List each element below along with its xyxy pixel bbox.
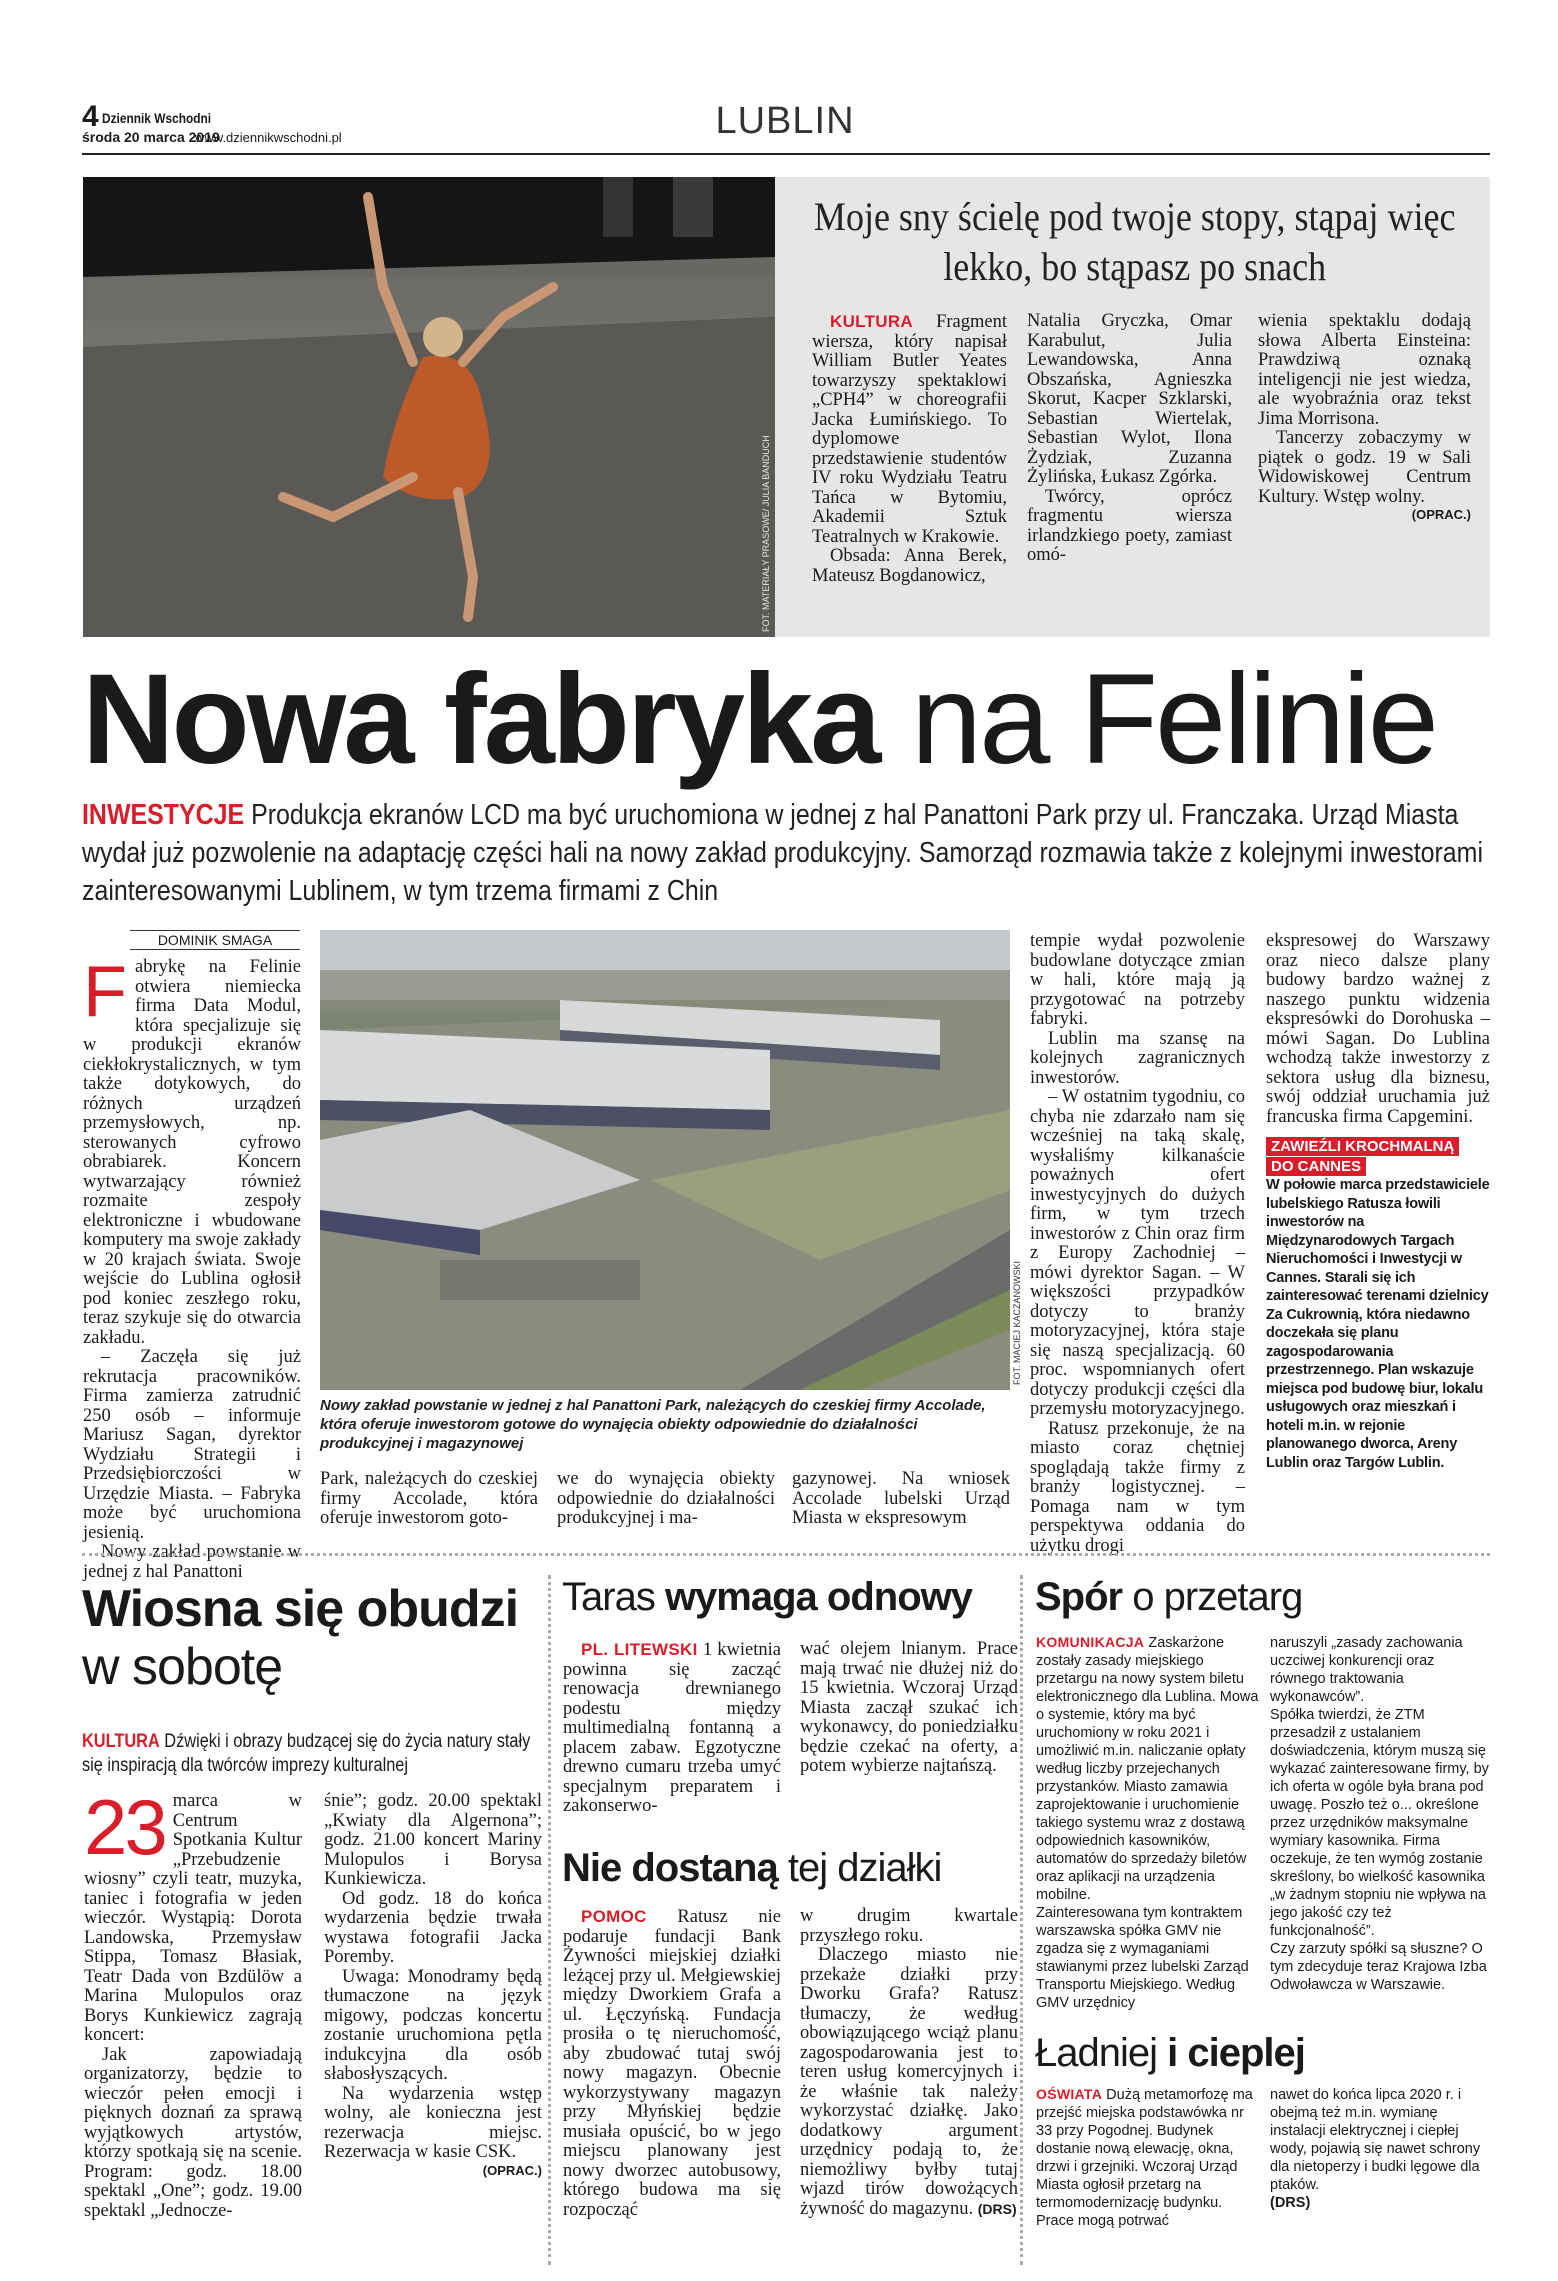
paragraph: Czy zarzuty spółki są słuszne? O tym zdecyduje teraz Krajowa Izba Odwoławcza w Warszawie. xyxy=(1270,1941,1487,1993)
kicker: KOMUNIKACJA xyxy=(1036,1634,1145,1650)
headline-bold: Wiosna się obudzi xyxy=(82,1580,519,1638)
main-headline xyxy=(82,650,1436,790)
kicker: OŚWIATA xyxy=(1036,2086,1103,2102)
page-number: 4 xyxy=(82,100,99,133)
spring-col1 xyxy=(84,1783,302,2221)
main-col4 xyxy=(792,1470,1010,1529)
sidebar-text: W połowie marca przedstawiciele lubelskiego Ratusza łowili inwestorów na Międzynarodowych Targach Nieruchomości i Inwestycji w Cannes. Starali się ich zainteresować terenami dzielnicy Za Cukrownią, która niedawno doczekała się planu zagospodarowania przestrzennego. Plan wskazuje miejsca pod budowę biur, lokalu usługowych oraz mieszkań i hoteli m.in. w rejonie planowanego dworca, Areny Lublin oraz Targów Lublin. xyxy=(1266,1177,1490,1471)
paragraph: Fragment wiersza, który napisał William Butler Yeates towarzyszy spektaklowi „CPH4” w choreografii Jacka Łumińskiego. To dyplomowe przedstawienie studentów IV roku Wydziału Teatru Tańca w Bytomiu, Akademii Sztuk Teatralnych w Krakowie. xyxy=(812,312,1007,547)
szkola-col1 xyxy=(1036,2086,1264,2230)
paragraph: gazynowej. Na wniosek Accolade lubelski Urząd Miasta w ekspresowym xyxy=(792,1469,1010,1528)
paragraph: Lublin ma szansę na kolejnych zagranicznych inwestorów. xyxy=(1030,1028,1245,1088)
main-col5 xyxy=(1030,932,1245,1556)
aerial-factory-photo xyxy=(320,930,1010,1390)
issue-date: środa 20 marca 2019 xyxy=(82,129,220,145)
paragraph: Zainteresowana tym kontraktem warszawska spółka GMV nie zgadza się z wymaganiami stawianymi przez lubelski Zarząd Transportu Miejskiego. Według GMV urzędnicy xyxy=(1036,1905,1249,2011)
section-divider xyxy=(82,1553,1490,1556)
top-story-title: Moje sny ścielę pod twoje stopy, stąpaj więc lekko, bo stąpasz po snach xyxy=(813,194,1456,289)
paragraph: Ratusz nie podaruje fundacji Bank Żywności miejskiej działki leżącej przy ul. Mełgiewskiej między Dworkiem Grafa a ul. Łęczyńską. Fundacja prosiła o tę nieruchomość, aby zbudować tutaj swój nowy magazyn. Obecnie wykorzystywany magazyn przy Młyńskiej będzie musiała opuścić, bo w jego miejscu planowany jest nowy dworzec autobusowy, którego budowa ma się rozpocząć xyxy=(563,1907,781,2220)
kicker: KULTURA xyxy=(830,312,913,331)
lead-text: Produkcja ekranów LCD ma być uruchomiona w jednej z hal Panattoni Park przy ul. Franczaka. Urząd Miasta wydał już pozwolenie na adaptację części hali na nowy zakład produkcyjny. Samorząd rozmawia także z kolejnymi inwestorami zainteresowanymi Lublinem, w tym trzema firmami z Chin xyxy=(82,799,1483,907)
taras-headline xyxy=(562,1574,972,1620)
paragraph: śnie”; godz. 20.00 spektakl „Kwiaty dla Algernona”; godz. 21.00 koncert Mariny Mulopulos i Borysa Kunkiewicza. xyxy=(324,1791,542,1889)
main-col3 xyxy=(557,1470,775,1529)
signature: (OPRAC.) xyxy=(482,2162,542,2178)
paragraph: nawet do końca lipca 2020 r. i obejmą też m.in. wymianę instalacji elektrycznej i ciepłej wody, pojawią się nawet schrony dla nietoperzy i budki lęgowe dla ptaków. xyxy=(1270,2087,1481,2193)
paragraph: Twórcy, oprócz fragmentu wiersza irlandzkiego poety, zamiast omó- xyxy=(1027,486,1232,565)
headline-bold: Nowa fabryka xyxy=(82,648,879,791)
paragraph: 1 kwietnia powinna się zacząć renowacja drewnianego podestu między multimedialną fontanną a placem zabaw. Egzotyczne drewno cumaru trzeba umyć specjalnym preparatem i zakonserwo- xyxy=(563,1640,782,1816)
photo-credit: FOT. MACIEJ KACZANOWSKI xyxy=(1012,1260,1022,1385)
spring-sub xyxy=(82,1730,538,1778)
kicker: KULTURA xyxy=(82,1731,160,1752)
kicker: PL. LITEWSKI xyxy=(581,1640,698,1659)
photo-credit: FOT. MATERIAŁY PRASOWE/ JULIA BANDUCH xyxy=(761,435,771,632)
drop-number: 23 xyxy=(84,1783,165,1871)
paper-name: Dziennik Wschodni xyxy=(102,110,212,126)
signature: (OPRAC.) xyxy=(1411,507,1471,522)
paragraph: Uwaga: Monodramy będą tłumaczone na język migowy, podczas koncertu zostanie uruchomiona pętla indukcyjna dla osób słabosłyszących. xyxy=(324,1966,542,2084)
top-story-col1 xyxy=(812,312,1007,586)
paragraph: Na wydarzenia wstęp wolny, ale konieczna jest rezerwacja miejsc. Rezerwacja w kasie CSK. xyxy=(324,2083,542,2162)
headline-light: na Felinie xyxy=(910,648,1436,791)
paragraph: Ratusz przekonuje, że na miasto coraz chętniej spoglądają także firmy z branży logistycznej. – Pomaga nam w tym perspektywa oddania do użytku drogi xyxy=(1030,1418,1245,1556)
paragraph: Nowy zakład powstanie w jednej z hal Panattoni xyxy=(83,1542,301,1582)
spring-headline xyxy=(82,1580,518,1696)
headline-light: Ładniej xyxy=(1035,2031,1158,2075)
main-col6 xyxy=(1266,932,1490,1472)
paragraph: – W ostatnim tygodniu, co chyba nie zdarzało nam się wcześniej na taką skalę, wysłaliśmy kilkanaście poważnych ofert inwestycyjnych do dużych firm, w tym trzech inwestorów z Chin oraz firm z Europy Zachodniej – mówi dyrektor Sagan. – W większości przypadków dotyczy to branży motoryzacyjnej, która staje się naszą specjalizacją. 60 proc. wspomnianych ofert dotyczy produkcji części dla przemysłu motoryzacyjnego. xyxy=(1030,1087,1245,1419)
paragraph: Natalia Gryczka, Omar Karabulut, Julia Lewandowska, Anna Obszańska, Agnieszka Skorut, Kacper Szklarski, Sebastian Wiertelak, Sebastian Wylot, Ilona Żydziak, Zuzanna Żylińska, Łukasz Zgórka. xyxy=(1027,311,1232,487)
paragraph: Zaskarżone zostały zasady miejskiego przetargu na nowy system biletu elektronicznego dla Lublina. Mowa o systemie, który ma być uruchomiony w roku 2021 i umożliwić m.in. naliczanie opłaty według liczby przejechanych przystanków. Miasto zamawia zaprojektowanie i uruchomienie takiego systemu wraz z dostawą odpowiednich kasowników, automatów do sprzedaży biletów oraz aplikacji na urządzenia mobilne. xyxy=(1036,1635,1259,1903)
headline-light: tej działki xyxy=(787,1846,942,1890)
paragraph: Spółka twierdzi, że ZTM przesadził z ustalaniem doświadczenia, którym muszą się wykazać zainteresowane firmy, by ich oferta w ogóle była brana pod uwagę. Poszło też o... określone przez urzędników maksymalne wymiary kasownika. Firma oczekuje, że ten wymóg zostanie skreślony, bo wielkość kasownika „w żadnym stopniu nie wpływa na jego jakość czy też funkcjonalność”. xyxy=(1270,1707,1489,1939)
paragraph: we do wynajęcia obiekty odpowiednie do działalności produkcyjnej i ma- xyxy=(557,1469,775,1528)
spor-headline xyxy=(1035,1574,1302,1620)
headline-bold: wymaga odnowy xyxy=(664,1575,972,1619)
paragraph: Obsada: Anna Berek, Mateusz Bogdanowicz, xyxy=(812,546,1007,586)
paragraph: abrykę na Felinie otwiera niemiecka firma Data Modul, która specjalizuje się w produkcji ekranów ciekłokrystalicznych, w tym także dotykowych, do różnych urządzeń przemysłowych, np. sterowanych cyfrowo obrabiarek. Koncern wytwarzający również rozmaite zespoły elektroniczne i wbudowane komputery ma swoje zakłady w 20 krajach świata. Swoje wejście do Lublina ogłosił pod koniec zeszłego roku, teraz szykuje się do otwarcia zakładu. xyxy=(83,957,301,1348)
szkola-headline xyxy=(1035,2030,1305,2076)
paragraph: Dlaczego miasto nie przekaże działki przy Dworku Grafa? Ratusz tłumaczy, że według obowiązującego wciąż planu zagospodarowania jest to teren usług komercyjnych i że właśnie tak należy wykorzystać działkę. Jako dodatkowy argument urzędnicy podają to, że niemożliwy byłby tutaj wjazd tirów dowożących żywność do magazynu. xyxy=(800,1945,1018,2219)
sub-text: Dźwięki i obrazy budzącej się do życia natury stały się inspiracją dla twórców imprezy kulturalnej xyxy=(82,1731,531,1776)
photo-caption: Nowy zakład powstanie w jednej z hal Panattoni Park, należących do czeskiej firmy Accolade, która oferuje inwestorom gotowe do wynajęcia obiekty odpowiednie do działalności produkcyjnej i magazynowej xyxy=(320,1397,986,1452)
sidebar-title-line1: ZAWIEŹLI KROCHMALNĄ xyxy=(1266,1137,1459,1156)
spor-col1 xyxy=(1036,1634,1264,2012)
column-divider xyxy=(548,1575,551,2265)
website-link[interactable]: www.dziennikwschodni.pl xyxy=(195,130,342,145)
paragraph: Dużą metamorfozę ma przejść miejska podstawówka nr 33 przy Pogodnej. Budynek dostanie nową elewację, okna, drzwi i grzejniki. Wczoraj Urząd Miasta ogłosił przetarg na termomodernizację budynku. Prace mogą potrwać xyxy=(1036,2087,1253,2229)
main-lead xyxy=(82,796,1492,910)
dzialka-col1 xyxy=(563,1907,781,2220)
headline-bold: i cieplej xyxy=(1167,2031,1305,2075)
headline-light: o przetarg xyxy=(1132,1575,1303,1619)
top-story-col2 xyxy=(1027,312,1232,566)
paragraph: wienia spektaklu dodają słowa Alberta Einsteina: Prawdziwą oznaką inteligencji nie jest wiedza, ale wyobraźnia oraz tekst Jima Morrisona. xyxy=(1258,311,1471,429)
spor-col2 xyxy=(1270,1634,1492,1994)
paragraph: wać olejem lnianym. Prace mają trwać nie dłużej niż do 15 kwietnia. Wczoraj Urząd Miasta zaczął szukać ich wykonawcy, do poniedziałku będzie czekać na oferty, a potem wybierze najtańszą. xyxy=(800,1639,1018,1776)
dzialka-headline xyxy=(562,1845,941,1891)
signature: (DRS) xyxy=(1270,2195,1311,2211)
szkola-col2 xyxy=(1270,2086,1492,2212)
main-col2 xyxy=(320,1470,538,1529)
section-title: LUBLIN xyxy=(715,100,855,142)
drop-cap: F xyxy=(83,952,127,1032)
paragraph: Od godz. 18 do końca wydarzenia będzie trwała wystawa fotografii Jacka Poremby. xyxy=(324,1888,542,1967)
kicker: INWESTYCJE xyxy=(82,799,245,831)
dzialka-col2 xyxy=(800,1907,1018,2219)
taras-col2 xyxy=(800,1640,1018,1777)
header-rule xyxy=(82,153,1490,155)
signature: (DRS) xyxy=(977,2200,1017,2217)
spring-col2 xyxy=(324,1792,542,2178)
sidebar-title-line2: DO CANNES xyxy=(1266,1157,1366,1176)
paragraph: Jak zapowiadają organizatorzy, będzie to wieczór pełen emocji i pięknych doznań za sprawą wyjątkowych artystów, którzy spotkają się na scenie. Program: godz. 18.00 spektakl „One”; godz. 19.00 spektakl „Jednocze- xyxy=(84,2044,302,2221)
column-divider xyxy=(1020,1575,1023,2265)
paragraph: marca w Centrum Spotkania Kultur „Przebudzenie wiosny” czyli teatr, muzyka, taniec i fotografia w jeden wieczór. Wystąpią: Dorota Landowska, Przemysław Stippa, Tomasz Błasiak, Teatr Dada von Bzdülöw a Marina Mulopulos oraz Borys Kunkiewicz zagrają koncert: xyxy=(84,1791,302,2045)
paragraph: – Zaczęła się już rekrutacja pracowników. Firma zamierza zatrudnić 250 osób – informuje Mariusz Sagan, dyrektor Wydziału Strategii i Przedsiębiorczości w Urzędzie Miasta. – Fabryka może być uruchomiona jesienią. xyxy=(83,1347,301,1543)
headline-light: Taras xyxy=(562,1575,655,1619)
kicker: POMOC xyxy=(581,1907,647,1926)
paragraph: Park, należących do czeskiej firmy Accolade, która oferuje inwestorom goto- xyxy=(320,1469,538,1528)
paragraph: tempie wydał pozwolenie budowlane dotyczące zmian w hali, które mają ją przygotować na potrzeby fabryki. xyxy=(1030,931,1245,1029)
sidebar-heading xyxy=(1266,1137,1490,1176)
dancer-photo xyxy=(83,177,775,637)
top-story-col3 xyxy=(1258,312,1471,522)
taras-col1 xyxy=(563,1640,781,1817)
paragraph: Tancerzy zobaczymy w piątek o godz. 19 w Sali Widowiskowej Centrum Kultury. Wstęp wolny. xyxy=(1258,428,1471,507)
headline-light: w sobotę xyxy=(82,1638,283,1696)
paragraph: w drugim kwartale przyszłego roku. xyxy=(800,1906,1018,1946)
paragraph: ekspresowej do Warszawy oraz nieco dalsze plany budowy bardzo ważnej z naszego punktu widzenia ekspresówki do Dorohuska – mówi Sagan. Do Lublina wchodzą także inwestorzy z sektora usług dla biznesu, swój oddział uruchamia już francuska firma Capgemini. xyxy=(1266,931,1490,1127)
headline-bold: Spór xyxy=(1035,1575,1123,1619)
byline: DOMINIK SMAGA xyxy=(130,930,300,950)
main-col1 xyxy=(83,952,301,1582)
headline-bold: Nie dostaną xyxy=(562,1846,778,1890)
paragraph: naruszyli „zasady zachowania uczciwej konkurencji oraz równego traktowania wykonawców”. xyxy=(1270,1635,1463,1705)
